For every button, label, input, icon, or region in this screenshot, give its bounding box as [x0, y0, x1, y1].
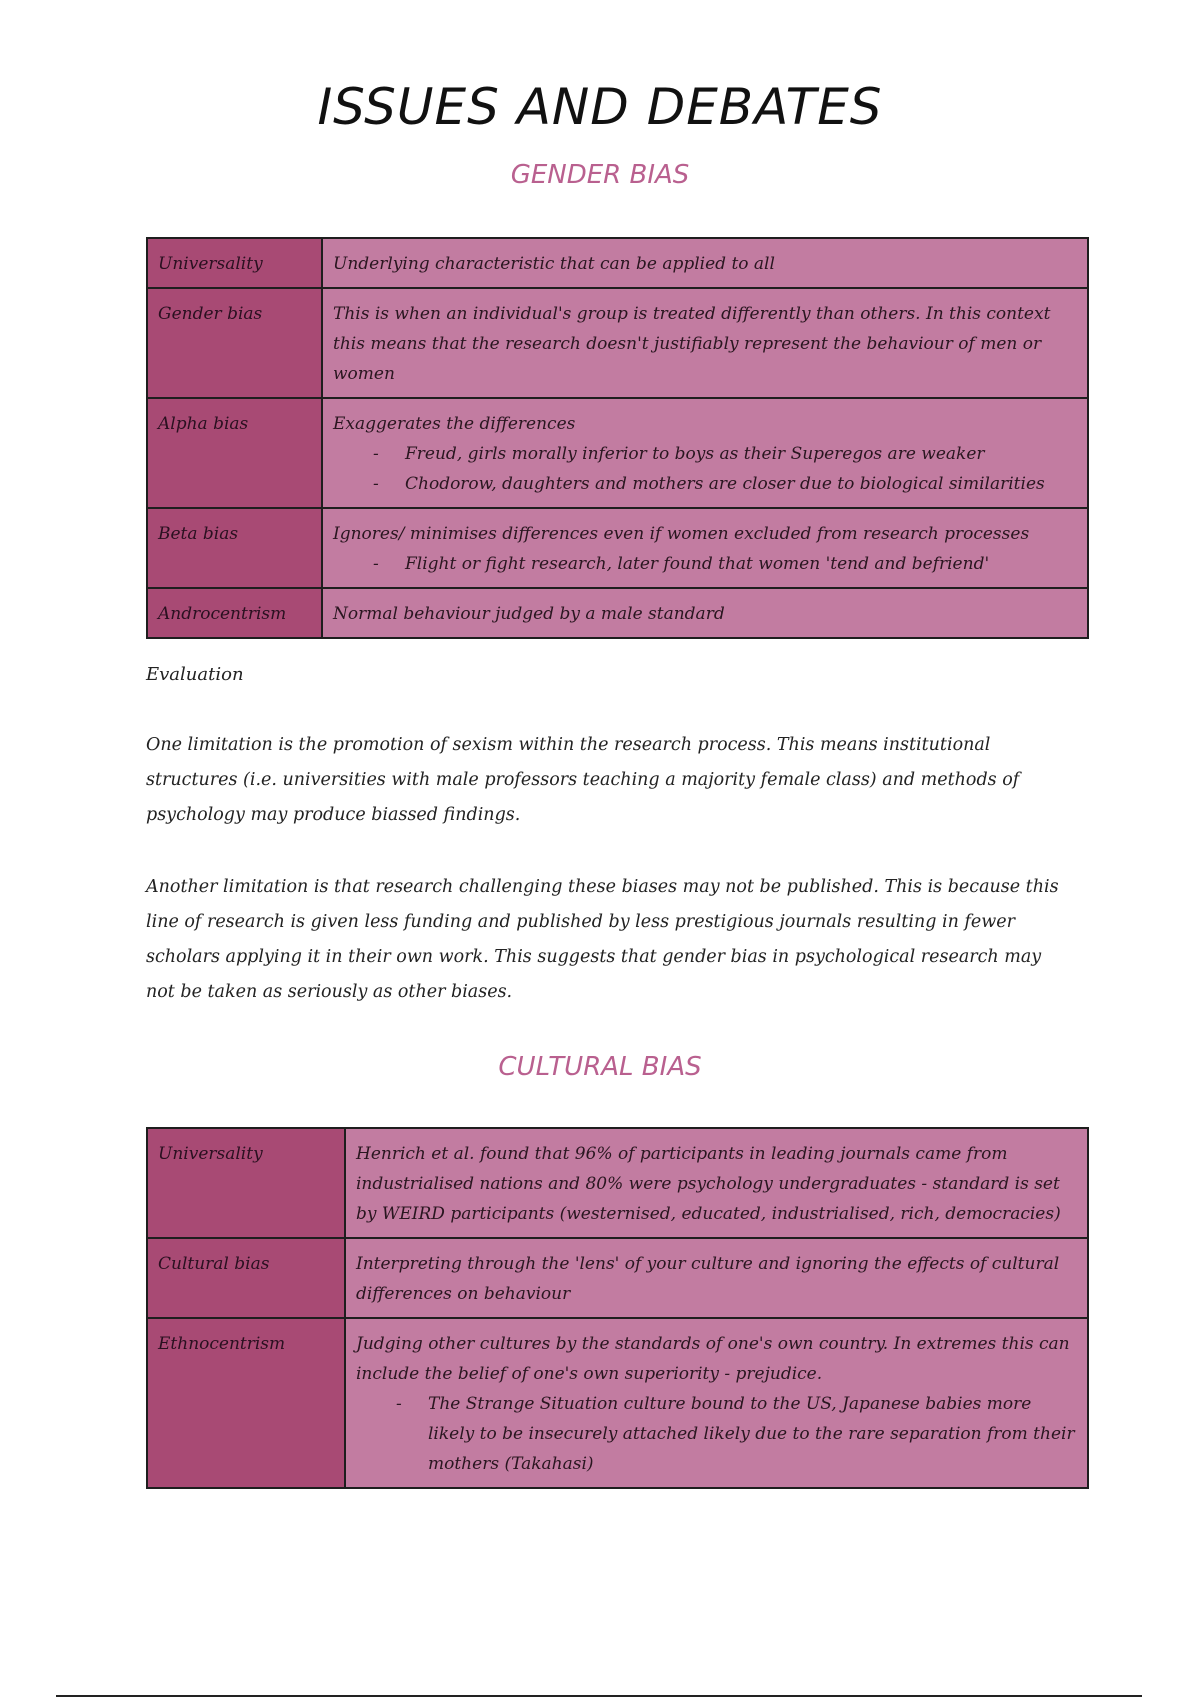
definition-text: Interpreting through the 'lens' of your culture and ignoring the effects of cultural differences on behaviour [356, 1254, 1060, 1304]
definition-text: Underlying characteristic that can be applied to all [333, 254, 775, 274]
term-cell: Universality [147, 238, 322, 288]
bullet-point: - Freud, girls morally inferior to boys as their Superegos are weaker [405, 439, 1077, 469]
gender-bias-heading: GENDER BIAS [510, 160, 690, 190]
definition-cell [345, 1318, 1088, 1488]
term-cell: Alpha bias [147, 398, 322, 508]
definition-cell [322, 288, 1088, 398]
definition-text: Exaggerates the differences [333, 414, 576, 434]
bullet-list [333, 439, 1077, 499]
bullet-list [333, 549, 1077, 579]
definition-text: Henrich et al. found that 96% of participants in leading journals came from industrialised nations and 80% were psychology undergraduates - standard is set by WEIRD participants (westernised, educated, industrialised, rich, democracies) [356, 1144, 1061, 1224]
table-row [147, 238, 1088, 288]
definition-cell [322, 238, 1088, 288]
definition-text: Normal behaviour judged by a male standard [333, 604, 725, 624]
definition-text: Ignores/ minimises differences even if women excluded from research processes [333, 524, 1030, 544]
table-row [147, 398, 1088, 508]
term-cell: Ethnocentrism [147, 1318, 345, 1488]
definition-text: This is when an individual's group is treated differently than others. In this context this means that the research doesn't justifiably represent the behaviour of men or women [333, 304, 1051, 384]
bullet-list [356, 1389, 1077, 1479]
table-row [147, 1318, 1088, 1488]
bullet-point: - The Strange Situation culture bound to the US, Japanese babies more likely to be insecurely attached likely due to the rare separation from their mothers (Takahasi) [428, 1389, 1077, 1479]
page-title: ISSUES AND DEBATES [317, 78, 883, 136]
table-row [147, 588, 1088, 638]
term-cell: Beta bias [147, 508, 322, 588]
cultural-bias-table [146, 1127, 1089, 1489]
evaluation-paragraph-1: One limitation is the promotion of sexism within the research process. This means institutional structures (i.e. universities with male professors teaching a majority female class) and methods of psychology may produce biassed findings. [146, 735, 1020, 825]
definition-cell [322, 398, 1088, 508]
term-cell: Cultural bias [147, 1238, 345, 1318]
gender-bias-table [146, 237, 1089, 639]
evaluation-paragraph-2: Another limitation is that research challenging these biases may not be published. This is because this line of research is given less funding and published by less prestigious journals resulting in fewer scholars applying it in their own work. This suggests that gender bias in psychological research may not be taken as seriously as other biases. [146, 877, 1059, 1002]
term-cell: Universality [147, 1128, 345, 1238]
bottom-divider [56, 1695, 1142, 1697]
bullet-point: - Flight or fight research, later found that women 'tend and befriend' [405, 549, 1077, 579]
definition-cell [322, 588, 1088, 638]
definition-text: Judging other cultures by the standards of one's own country. In extremes this can include the belief of one's own superiority - prejudice. [356, 1334, 1070, 1384]
definition-cell [345, 1238, 1088, 1318]
term-cell: Gender bias [147, 288, 322, 398]
term-cell: Androcentrism [147, 588, 322, 638]
definition-cell [322, 508, 1088, 588]
bullet-point: - Chodorow, daughters and mothers are closer due to biological similarities [405, 469, 1077, 499]
table-row [147, 508, 1088, 588]
cultural-bias-heading: CULTURAL BIAS [498, 1052, 702, 1082]
table-row [147, 1238, 1088, 1318]
table-row [147, 1128, 1088, 1238]
evaluation-label: Evaluation [146, 664, 244, 685]
definition-cell [345, 1128, 1088, 1238]
table-row [147, 288, 1088, 398]
